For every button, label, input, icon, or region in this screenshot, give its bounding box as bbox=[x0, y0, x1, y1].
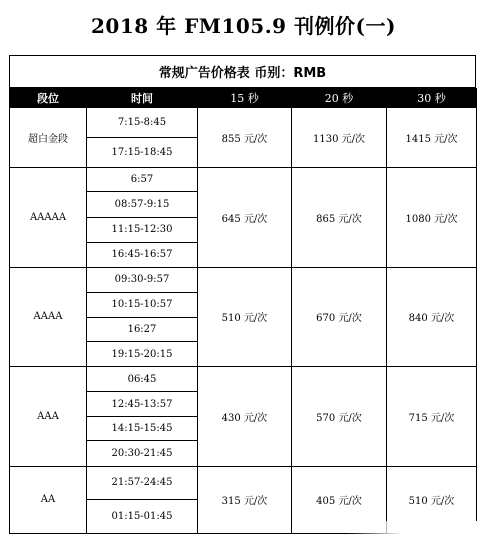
time-cell: 12:45-13:57 bbox=[87, 392, 198, 417]
table-row bbox=[10, 466, 477, 499]
time-cell: 14:15-15:45 bbox=[87, 417, 198, 441]
time-cell: 7:15-8:45 bbox=[87, 108, 198, 138]
table-row bbox=[10, 108, 477, 138]
price-30s-cell: 1415 元/次 bbox=[387, 108, 477, 168]
bottom-right-fade bbox=[347, 521, 487, 541]
time-cell: 11:15-12:30 bbox=[87, 217, 198, 242]
price-30s-cell: 840 元/次 bbox=[387, 267, 477, 366]
price-15s-cell: 315 元/次 bbox=[198, 466, 292, 533]
time-cell: 16:45-16:57 bbox=[87, 242, 198, 267]
time-cell: 21:57-24:45 bbox=[87, 466, 198, 499]
time-cell: 17:15-18:45 bbox=[87, 138, 198, 168]
price-15s-cell: 645 元/次 bbox=[198, 168, 292, 267]
time-cell: 08:57-9:15 bbox=[87, 192, 198, 217]
time-cell: 10:15-10:57 bbox=[87, 292, 198, 317]
header-row bbox=[10, 89, 477, 108]
time-cell: 16:27 bbox=[87, 317, 198, 341]
segment-cell: AAAA bbox=[10, 267, 87, 366]
price-20s-cell: 865 元/次 bbox=[292, 168, 387, 267]
header-15s: 15 秒 bbox=[198, 89, 292, 108]
table-row bbox=[10, 367, 477, 392]
time-cell: 20:30-21:45 bbox=[87, 441, 198, 466]
price-20s-cell: 1130 元/次 bbox=[292, 108, 387, 168]
header-20s: 20 秒 bbox=[292, 89, 387, 108]
price-table bbox=[9, 88, 477, 534]
time-cell: 6:57 bbox=[87, 168, 198, 192]
price-20s-cell: 405 元/次 bbox=[292, 466, 387, 533]
segment-cell: AAA bbox=[10, 367, 87, 466]
time-cell: 06:45 bbox=[87, 367, 198, 392]
segment-cell: 超白金段 bbox=[10, 108, 87, 168]
header-30s: 30 秒 bbox=[387, 89, 477, 108]
price-15s-cell: 430 元/次 bbox=[198, 367, 292, 466]
price-30s-cell: 1080 元/次 bbox=[387, 168, 477, 267]
table-subtitle bbox=[9, 55, 476, 88]
header-segment: 段位 bbox=[10, 89, 87, 108]
page-title: 2018 年 FM105.9 刊例价(一) bbox=[91, 14, 396, 38]
table-row bbox=[10, 267, 477, 292]
time-cell: 09:30-9:57 bbox=[87, 267, 198, 292]
price-30s-cell: 510 元/次 bbox=[387, 466, 477, 533]
segment-cell: AA bbox=[10, 466, 87, 533]
price-15s-cell: 510 元/次 bbox=[198, 267, 292, 366]
time-cell: 19:15-20:15 bbox=[87, 342, 198, 367]
price-20s-cell: 570 元/次 bbox=[292, 367, 387, 466]
price-30s-cell: 715 元/次 bbox=[387, 367, 477, 466]
time-cell: 01:15-01:45 bbox=[87, 499, 198, 533]
table-row bbox=[10, 168, 477, 192]
table-subtitle-text: 常规广告价格表 币别：RMB bbox=[158, 66, 327, 81]
price-20s-cell: 670 元/次 bbox=[292, 267, 387, 366]
header-time: 时间 bbox=[87, 89, 198, 108]
price-15s-cell: 855 元/次 bbox=[198, 108, 292, 168]
segment-cell: AAAAA bbox=[10, 168, 87, 267]
